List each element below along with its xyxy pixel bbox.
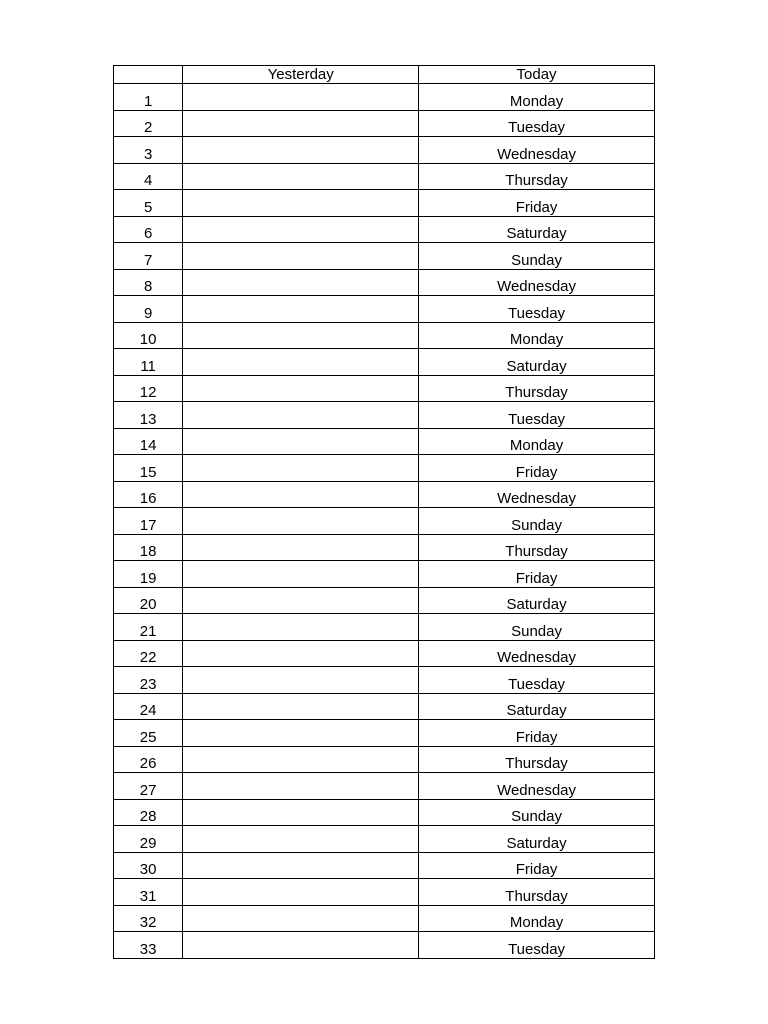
yesterday-cell	[183, 190, 419, 217]
row-number: 4	[114, 163, 183, 190]
table-row	[114, 137, 655, 164]
today-cell: Tuesday	[419, 667, 655, 694]
row-number: 2	[114, 110, 183, 137]
today-cell: Monday	[419, 84, 655, 111]
table-row	[114, 190, 655, 217]
today-cell: Sunday	[419, 799, 655, 826]
today-cell: Thursday	[419, 375, 655, 402]
row-number: 12	[114, 375, 183, 402]
table-row	[114, 481, 655, 508]
row-number: 21	[114, 614, 183, 641]
table-row	[114, 375, 655, 402]
today-cell: Tuesday	[419, 932, 655, 959]
yesterday-cell	[183, 375, 419, 402]
row-number: 5	[114, 190, 183, 217]
table-row	[114, 905, 655, 932]
today-cell: Friday	[419, 561, 655, 588]
yesterday-cell	[183, 508, 419, 535]
table-row	[114, 746, 655, 773]
today-cell: Thursday	[419, 534, 655, 561]
table-row	[114, 428, 655, 455]
yesterday-cell	[183, 163, 419, 190]
yesterday-cell	[183, 243, 419, 270]
today-cell: Tuesday	[419, 110, 655, 137]
table-row	[114, 110, 655, 137]
today-cell: Wednesday	[419, 137, 655, 164]
table-row	[114, 561, 655, 588]
row-number: 10	[114, 322, 183, 349]
yesterday-cell	[183, 879, 419, 906]
yesterday-cell	[183, 428, 419, 455]
today-cell: Tuesday	[419, 402, 655, 429]
today-cell: Wednesday	[419, 640, 655, 667]
row-number: 19	[114, 561, 183, 588]
row-number: 16	[114, 481, 183, 508]
today-cell: Saturday	[419, 693, 655, 720]
yesterday-cell	[183, 932, 419, 959]
table-row	[114, 879, 655, 906]
table-row	[114, 84, 655, 111]
header-number	[114, 66, 183, 84]
yesterday-cell	[183, 402, 419, 429]
today-cell: Friday	[419, 852, 655, 879]
today-cell: Sunday	[419, 614, 655, 641]
row-number: 23	[114, 667, 183, 694]
row-number: 31	[114, 879, 183, 906]
today-cell: Saturday	[419, 349, 655, 376]
row-number: 18	[114, 534, 183, 561]
table-row	[114, 269, 655, 296]
table-row	[114, 932, 655, 959]
today-cell: Monday	[419, 905, 655, 932]
today-cell: Wednesday	[419, 269, 655, 296]
yesterday-cell	[183, 110, 419, 137]
row-number: 29	[114, 826, 183, 853]
row-number: 15	[114, 455, 183, 482]
table-row	[114, 322, 655, 349]
table-row	[114, 773, 655, 800]
yesterday-cell	[183, 349, 419, 376]
row-number: 6	[114, 216, 183, 243]
table-body	[114, 84, 655, 959]
today-cell: Monday	[419, 322, 655, 349]
table-row	[114, 852, 655, 879]
row-number: 26	[114, 746, 183, 773]
header-row	[114, 66, 655, 84]
yesterday-cell	[183, 799, 419, 826]
table-row	[114, 243, 655, 270]
table-row	[114, 826, 655, 853]
yesterday-cell	[183, 614, 419, 641]
row-number: 9	[114, 296, 183, 323]
header-today: Today	[419, 66, 655, 84]
row-number: 32	[114, 905, 183, 932]
today-cell: Friday	[419, 720, 655, 747]
row-number: 20	[114, 587, 183, 614]
today-cell: Tuesday	[419, 296, 655, 323]
today-cell: Saturday	[419, 216, 655, 243]
today-cell: Thursday	[419, 746, 655, 773]
table-row	[114, 163, 655, 190]
table-row	[114, 614, 655, 641]
yesterday-cell	[183, 269, 419, 296]
row-number: 1	[114, 84, 183, 111]
row-number: 28	[114, 799, 183, 826]
header-yesterday: Yesterday	[183, 66, 419, 84]
yesterday-cell	[183, 481, 419, 508]
yesterday-cell	[183, 84, 419, 111]
table-row	[114, 455, 655, 482]
yesterday-cell	[183, 905, 419, 932]
today-cell: Wednesday	[419, 481, 655, 508]
row-number: 14	[114, 428, 183, 455]
yesterday-cell	[183, 640, 419, 667]
yesterday-cell	[183, 773, 419, 800]
table-row	[114, 508, 655, 535]
row-number: 17	[114, 508, 183, 535]
table-row	[114, 693, 655, 720]
today-cell: Sunday	[419, 243, 655, 270]
row-number: 3	[114, 137, 183, 164]
table-row	[114, 667, 655, 694]
row-number: 25	[114, 720, 183, 747]
today-cell: Friday	[419, 455, 655, 482]
today-cell: Thursday	[419, 163, 655, 190]
today-cell: Thursday	[419, 879, 655, 906]
row-number: 30	[114, 852, 183, 879]
table-row	[114, 402, 655, 429]
yesterday-cell	[183, 322, 419, 349]
yesterday-cell	[183, 746, 419, 773]
row-number: 22	[114, 640, 183, 667]
table-row	[114, 534, 655, 561]
today-cell: Monday	[419, 428, 655, 455]
table-row	[114, 216, 655, 243]
today-cell: Sunday	[419, 508, 655, 535]
table-row	[114, 640, 655, 667]
day-table	[113, 65, 655, 959]
today-cell: Wednesday	[419, 773, 655, 800]
yesterday-cell	[183, 587, 419, 614]
yesterday-cell	[183, 455, 419, 482]
row-number: 33	[114, 932, 183, 959]
yesterday-cell	[183, 852, 419, 879]
row-number: 24	[114, 693, 183, 720]
table-row	[114, 799, 655, 826]
yesterday-cell	[183, 693, 419, 720]
yesterday-cell	[183, 137, 419, 164]
yesterday-cell	[183, 720, 419, 747]
row-number: 7	[114, 243, 183, 270]
yesterday-cell	[183, 216, 419, 243]
row-number: 13	[114, 402, 183, 429]
yesterday-cell	[183, 667, 419, 694]
row-number: 11	[114, 349, 183, 376]
row-number: 27	[114, 773, 183, 800]
table-row	[114, 720, 655, 747]
yesterday-cell	[183, 561, 419, 588]
today-cell: Saturday	[419, 587, 655, 614]
table-row	[114, 349, 655, 376]
table-row	[114, 587, 655, 614]
today-cell: Saturday	[419, 826, 655, 853]
row-number: 8	[114, 269, 183, 296]
yesterday-cell	[183, 826, 419, 853]
table-row	[114, 296, 655, 323]
today-cell: Friday	[419, 190, 655, 217]
yesterday-cell	[183, 534, 419, 561]
table-header	[114, 66, 655, 84]
yesterday-cell	[183, 296, 419, 323]
